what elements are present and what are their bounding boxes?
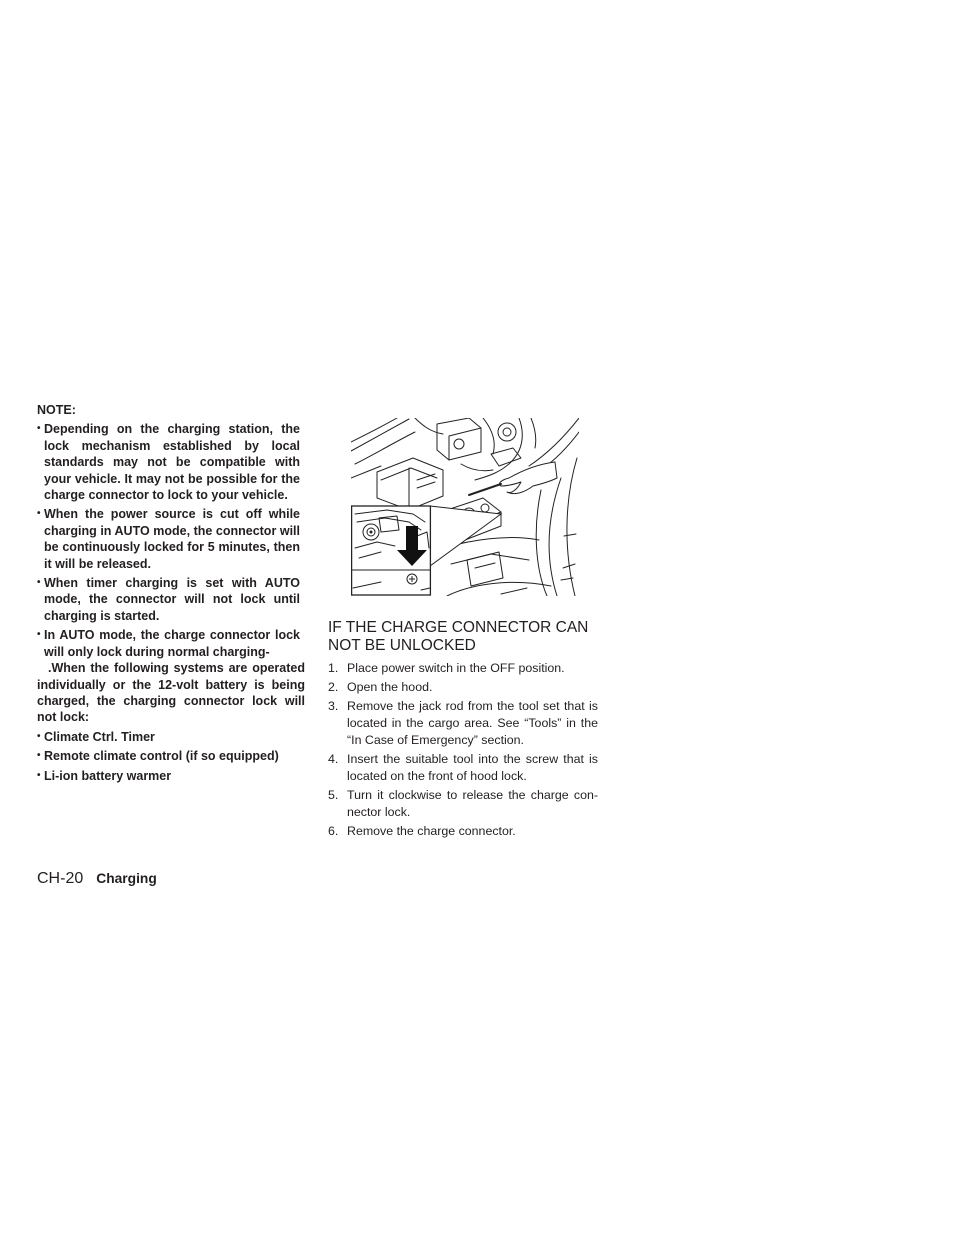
step-text: Open the hood.	[347, 679, 433, 694]
step-number: 5.	[328, 787, 339, 802]
hood-lock-drawing	[351, 418, 579, 596]
note-bullet: • When timer charging is set with AUTO mode, the connector will not lock until charging is started.	[37, 575, 305, 624]
step-text: Insert the suitable tool into the screw that is located on the front of hood lock.	[347, 751, 598, 783]
step-number: 4.	[328, 751, 339, 766]
step-number: 2.	[328, 679, 339, 694]
section-heading: IF THE CHARGE CONNECTOR CAN NOT BE UNLOCKED	[328, 619, 589, 654]
note-bullet: • Depending on the charging station, the lock mechanism established by local standards may not be compatible with your vehicle. It may not be possible for the charge connector to lock to your vehicle.	[37, 421, 305, 503]
page-footer	[37, 869, 157, 889]
note-bullet: • When the power source is cut off while charging in AUTO mode, the connector will be continuously locked for 5 minutes, then it will be released.	[37, 506, 305, 572]
step-number: 1.	[328, 660, 339, 675]
step-list	[328, 660, 598, 842]
note-paragraph: .When the following systems are operated individually or the 12-volt battery is being charged, the charging connector lock will not lock:	[37, 661, 305, 725]
system-list	[37, 729, 305, 784]
note-bullet-list	[37, 421, 305, 660]
step-text: Turn it clockwise to release the charge con-nector lock.	[347, 787, 598, 819]
screw-icon	[407, 574, 417, 584]
step-item	[328, 823, 598, 840]
system-item: • Remote climate control (if so equipped)	[37, 748, 305, 764]
step-number: 3.	[328, 698, 339, 713]
chapter-title: Charging	[96, 871, 157, 886]
step-text: Place power switch in the OFF position.	[347, 660, 565, 675]
note-section	[37, 402, 305, 787]
step-item	[328, 660, 598, 677]
step-text: Remove the jack rod from the tool set that is located in the cargo area. See “Tools” in the “In Case of Emergency” section.	[347, 698, 598, 747]
hood-lock-illustration	[351, 418, 579, 596]
step-number: 6.	[328, 823, 339, 838]
callout-wedge	[430, 506, 501, 566]
note-heading: NOTE:	[37, 403, 76, 417]
system-item: • Climate Ctrl. Timer	[37, 729, 305, 745]
step-item	[328, 751, 598, 785]
step-item	[328, 679, 598, 696]
system-item: • Li-ion battery warmer	[37, 768, 305, 784]
hand-tool-drawing	[469, 462, 557, 495]
inset-detail	[351, 506, 430, 595]
page-number: CH-20	[37, 870, 84, 887]
step-item	[328, 787, 598, 821]
step-text: Remove the charge connector.	[347, 823, 516, 838]
note-bullet: • In AUTO mode, the charge connector lock will only lock during normal charging-	[37, 627, 305, 660]
step-item	[328, 698, 598, 749]
